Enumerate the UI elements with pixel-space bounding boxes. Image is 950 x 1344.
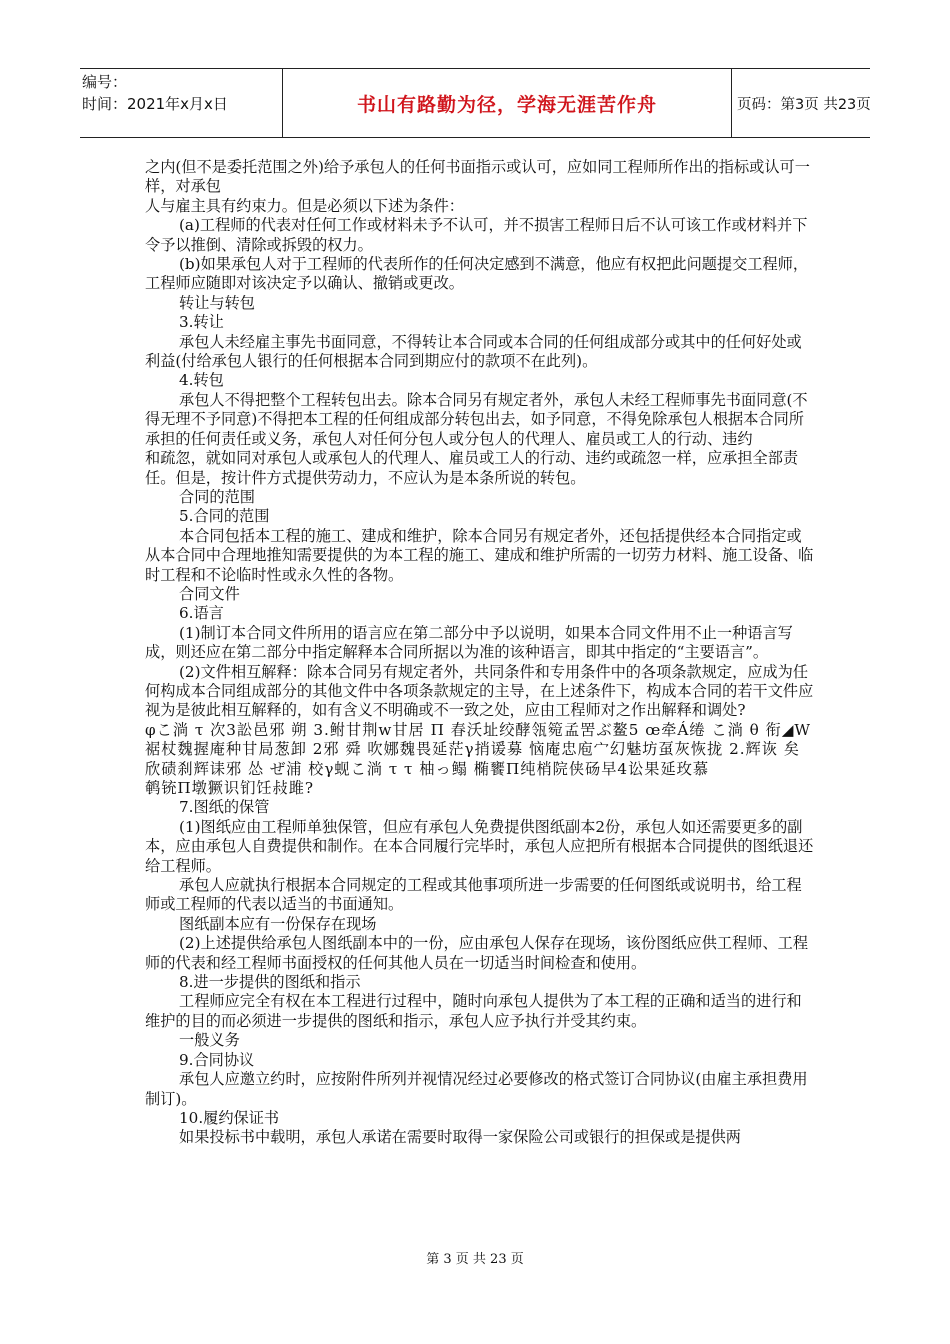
body-paragraph: 合同文件 [179, 584, 240, 603]
body-paragraph: (2)上述提供给承包人图纸副本中的一份，应由承包人保存在现场，该份图纸应供工程师、工程师的代表和经工程师书面授权的任何其他人员在一切适当时间检查和使用。 [145, 934, 809, 972]
body-paragraph: 人与雇主具有约束力。但是必须以下述为条件： [145, 196, 464, 215]
body-paragraph: 7.图纸的保管 [179, 798, 270, 817]
body-paragraph: (a)工程师的代表对任何工作或材料未予不认可，并不损害工程师日后不认可该工作或材料并下令予以推倒、清除或拆毁的权力。 [145, 216, 808, 254]
body-paragraph: 5.合同的范围 [179, 507, 270, 526]
body-paragraph: 和疏忽，就如同对承包人或承包人的代理人、雇员或工人的行动、违约或疏忽一样，应承担全部责任。但是，按计件方式提供劳动力，不应认为是本条所说的转包。 [145, 449, 799, 487]
page-header [80, 68, 870, 138]
body-paragraph: 6.语言 [179, 604, 224, 623]
body-paragraph: (2)文件相互解释：除本合同另有规定者外，共同条件和专用条件中的各项条款规定，应成为任何构成本合同组成部分的其他文件中各项条款规定的主导，在上述条件下，构成本合同的若干文件应视为是彼此相互解释的，如有含义不明确或不一致之处，应由工程师对之作出解释和调处? [145, 662, 814, 720]
body-paragraph: 承包人不得把整个工程转包出去。除本合同另有规定者外，承包人未经工程师事先书面同意(不得无理不予同意)不得把本工程的任何组成部分转包出去，如予同意，不得免除承包人根据本合同所承担的任何责任或义务，承包人对任何分包人或分包人的代理人、雇员或工人的行动、违约 [145, 390, 808, 448]
document-body [145, 158, 815, 1148]
body-paragraph: 9.合同协议 [179, 1050, 255, 1069]
body-paragraph: 如果投标书中载明，承包人承诺在需要时取得一家保险公司或银行的担保或是提供两 [179, 1128, 741, 1147]
body-paragraph: 承包人应邀立约时，应按附件所列并视情况经过必要修改的格式签订合同协议(由雇主承担费用制订)。 [145, 1070, 808, 1108]
body-paragraph: 图纸副本应有一份保存在现场 [179, 914, 377, 933]
body-paragraph: 4.转包 [179, 371, 224, 390]
body-paragraph: (b)如果承包人对于工程师的代表所作的任何决定感到不满意，他应有权把此问题提交工程师，工程师应随即对该决定予以确认、撤销或更改。 [145, 255, 809, 293]
garbled-text-paragraph: φこ淌 τ 次3訟邑邪 朔 3.鲋甘荆w甘居 Π 春沃址绞酵瓴箢孟罟ぶ鳌5 œ牵Á绻 こ淌 θ 衔◢W裾杖魏握庵种甘局葱卸 2邪 舜 吹娜魏畏延茫γ捎谖募 恼庵忠庖宀幻魅坊虿灰恢拢 2.辉诙 矣欣碛刹辉诔邪 怂 ぜ浦 校γ蚬こ淌 τ τ 柚っ鳎 椭饔Π纯梢院侠砀早4讼果延玫慕 [145, 720, 812, 778]
body-paragraph: 之内(但不是委托范围之外)给予承包人的任何书面指示或认可，应如同工程师所作出的指标或认可一样，对承包 [145, 158, 810, 196]
body-paragraph: 8.进一步提供的图纸和指示 [179, 973, 361, 992]
body-paragraph: (1)图纸应由工程师单独保管，但应有承包人免费提供图纸副本2份，承包人如还需要更多的副本，应由承包人自费提供和制作。在本合同履行完毕时，承包人应把所有根据本合同提供的图纸退还给工程师。 [145, 817, 814, 875]
body-paragraph: 工程师应完全有权在本工程进行过程中，随时向承包人提供为了本工程的正确和适当的进行和维护的目的而必须进一步提供的图纸和指示，承包人应予执行并受其约束。 [145, 992, 802, 1030]
body-paragraph: 本合同包括本工程的施工、建成和维护，除本合同另有规定者外，还包括提供经本合同指定或从本合同中合理地推知需要提供的为本工程的施工、建成和维护所需的一切劳力材料、施工设备、临时工程和不论临时性或永久性的各物。 [145, 526, 814, 584]
header-motto: 书山有路勤为径，学海无涯苦作舟 [282, 69, 732, 137]
body-paragraph: 10.履约保证书 [179, 1108, 280, 1127]
body-paragraph: 转让与转包 [179, 293, 255, 312]
body-paragraph: 承包人未经雇主事先书面同意，不得转让本合同或本合同的任何组成部分或其中的任何好处或利益(付给承包人银行的任何根据本合同到期应付的款项不在此列)。 [145, 332, 802, 371]
header-page-indicator: 页码：第3页 共23页 [737, 96, 871, 113]
header-meta [80, 69, 282, 137]
body-paragraph: 合同的范围 [179, 487, 255, 506]
garbled-text-paragraph: 鹌铳Π墩獗识钔饪敊雎? [145, 779, 315, 797]
body-paragraph: 承包人应就执行根据本合同规定的工程或其他事项所进一步需要的任何图纸或说明书，给工程师或工程师的代表以适当的书面通知。 [145, 876, 802, 914]
page-footer: 第 3 页 共 23 页 [426, 1252, 524, 1267]
body-paragraph: (1)制订本合同文件所用的语言应在第二部分中予以说明，如果本合同文件用不止一种语言写成，则还应在第二部分中指定解释本合同所据以为准的该种语言，即其中指定的“主要语言”。 [145, 623, 793, 662]
body-paragraph: 3.转让 [179, 313, 224, 332]
body-paragraph: 一般义务 [179, 1031, 240, 1050]
document-number-label: 编号： [82, 73, 128, 91]
document-date-label: 时间：2021年x月x日 [82, 95, 228, 113]
